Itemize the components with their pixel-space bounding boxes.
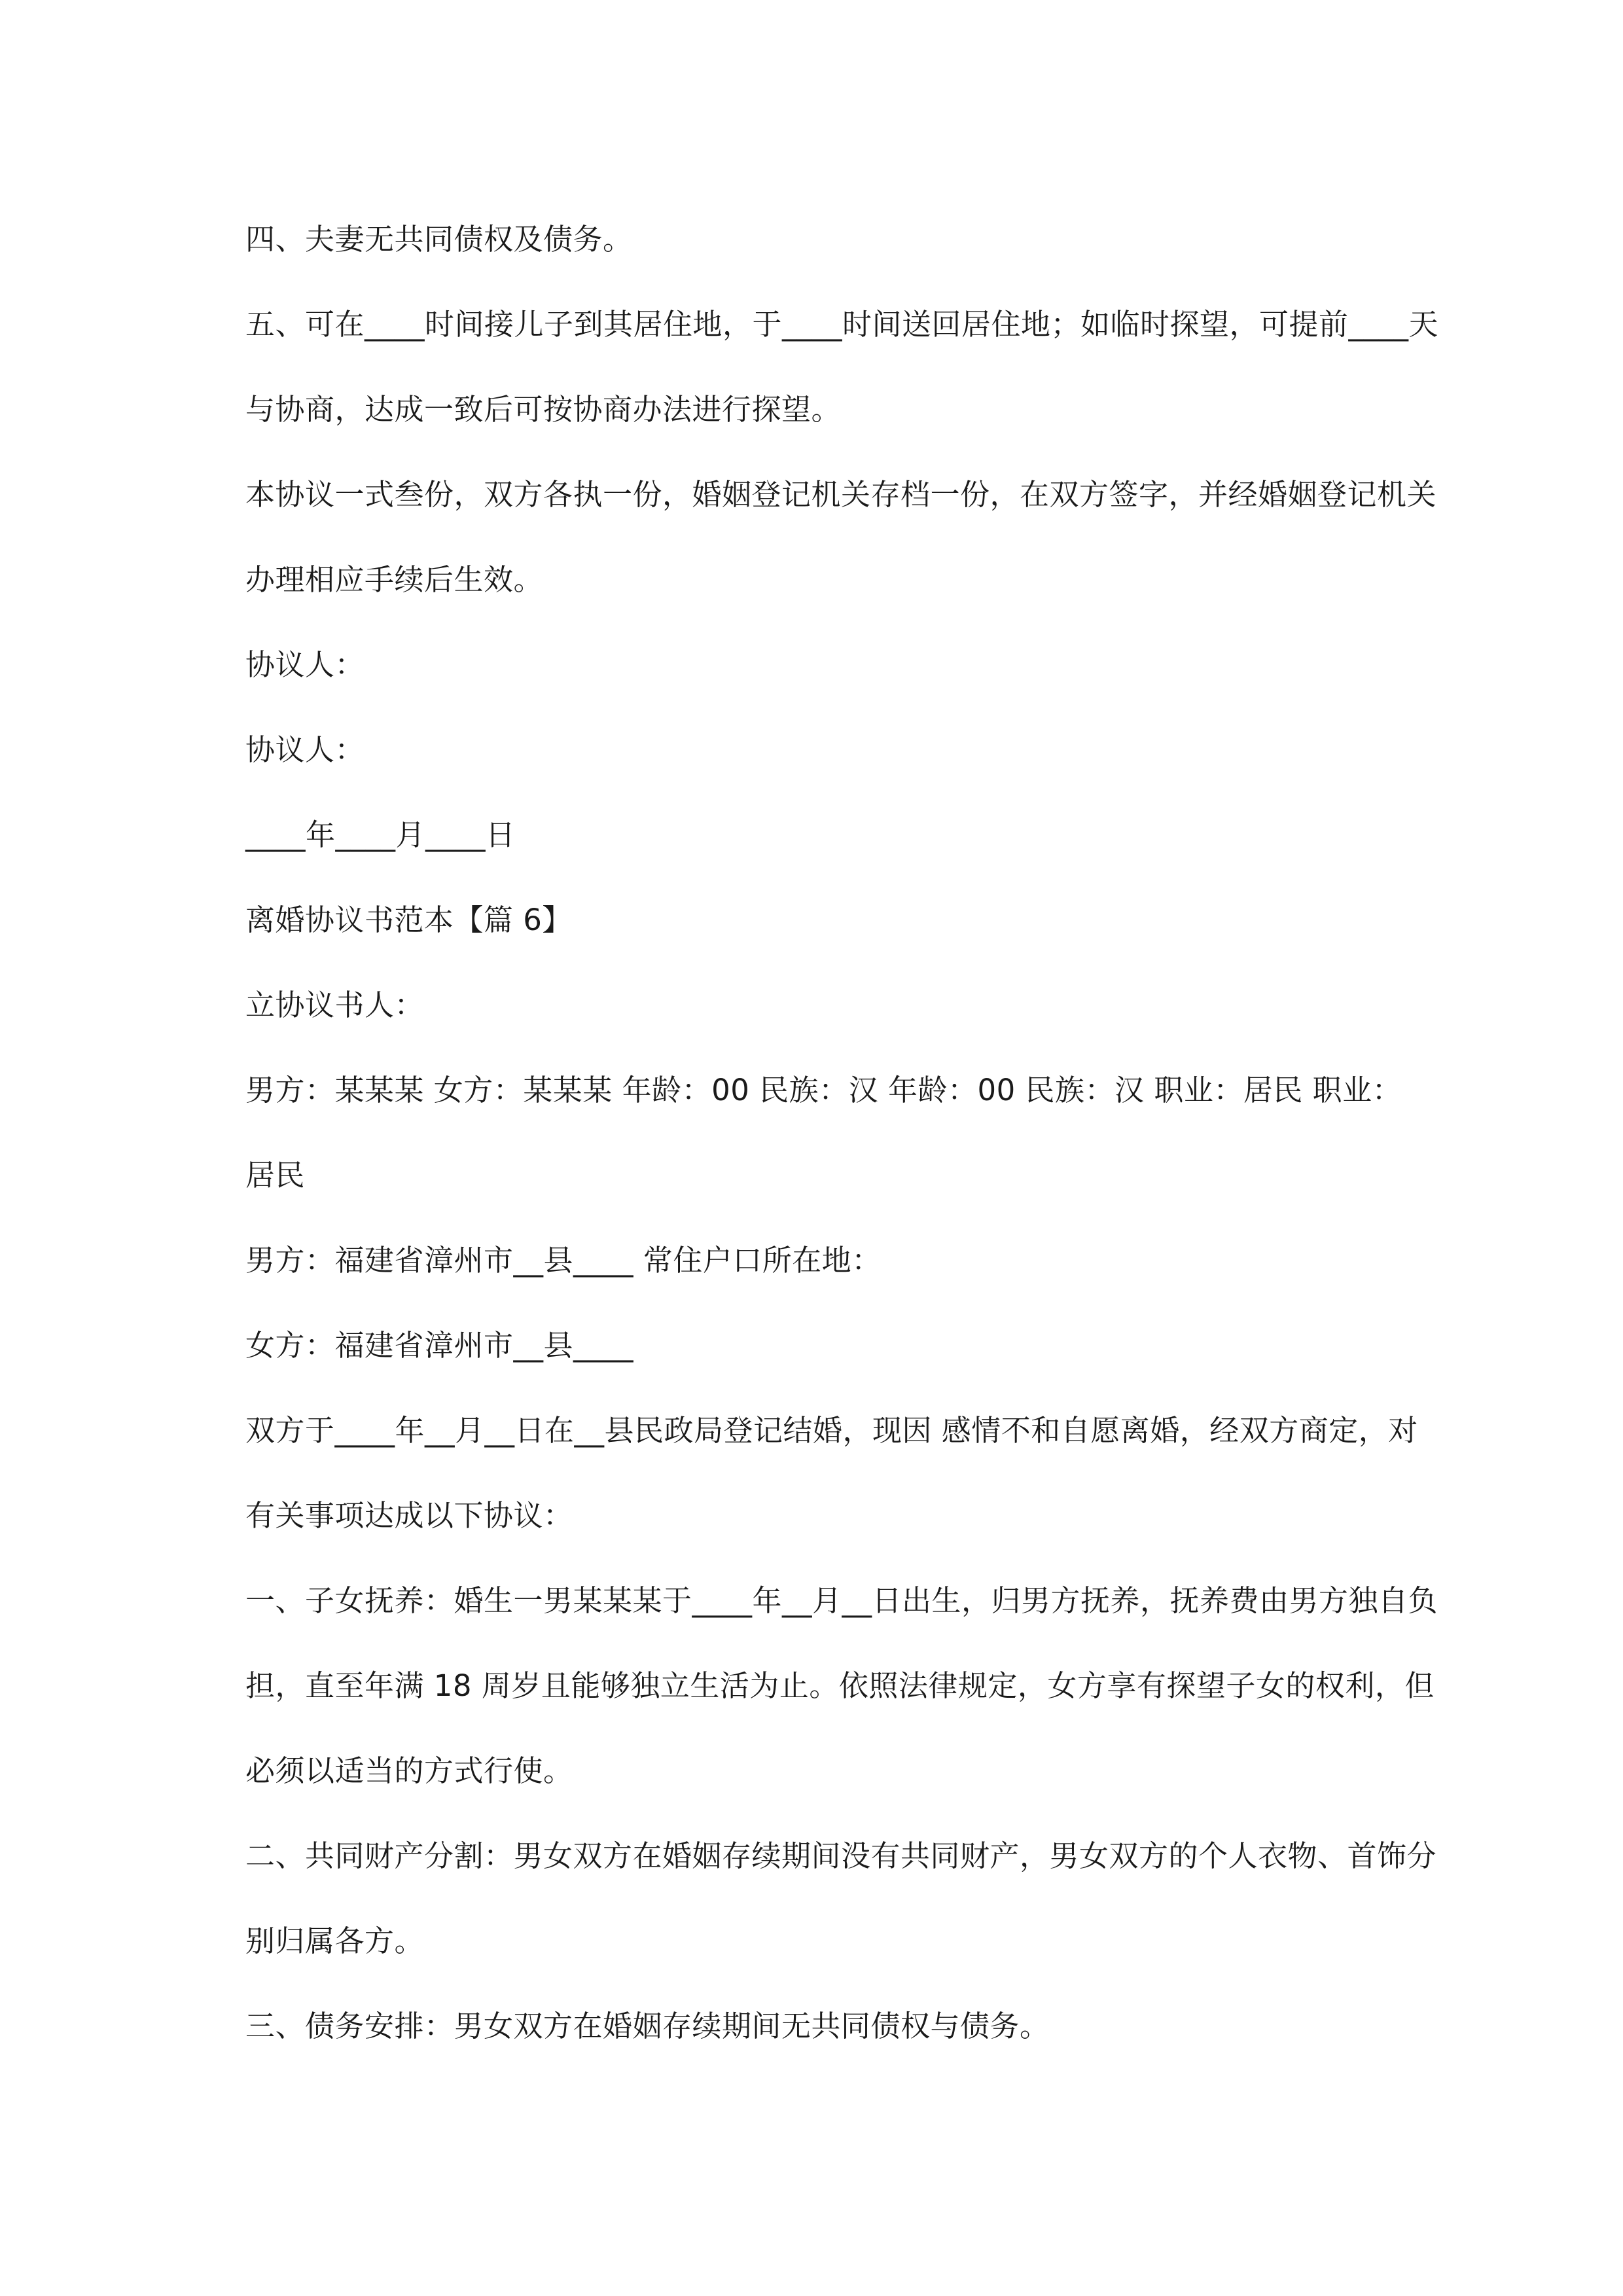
- section-heading: 离婚协议书范本【篇 6】: [245, 903, 572, 937]
- paragraph-line: 担，直至年满 18 周岁且能够独立生活为止。依照法律规定，女方享有探望子女的权利，但: [245, 1668, 1435, 1703]
- signatory-label: 协议人：: [245, 647, 365, 682]
- paragraph-line: 双方于____年__月__日在__县民政局登记结婚，现因 感情不和自愿离婚，经双方商定，对: [245, 1413, 1418, 1448]
- paragraph-line: 二、共同财产分割：男女双方在婚姻存续期间没有共同财产，男女双方的个人衣物、首饰分: [245, 1839, 1437, 1873]
- paragraph-line: 女方：福建省漳州市__县____: [245, 1328, 634, 1363]
- paragraph-line: 五、可在____时间接儿子到其居住地，于____时间送回居住地；如临时探望，可提前____天: [245, 307, 1439, 342]
- paragraph-line: 居民: [245, 1158, 306, 1193]
- paragraph-line: 三、债务安排：男女双方在婚姻存续期间无共同债权与债务。: [245, 2009, 1050, 2043]
- paragraph-line: 四、夫妻无共同债权及债务。: [245, 222, 633, 257]
- paragraph-line: 一、子女抚养：婚生一男某某某于____年__月__日出生，归男方抚养，抚养费由男方独自负: [245, 1583, 1438, 1618]
- paragraph-line: 别归属各方。: [245, 1924, 425, 1958]
- signatory-label: 协议人：: [245, 732, 365, 767]
- paragraph-line: 与协商，达成一致后可按协商办法进行探望。: [245, 392, 842, 427]
- paragraph-line: 有关事项达成以下协议：: [245, 1498, 573, 1533]
- paragraph-line: 办理相应手续后生效。: [245, 562, 544, 597]
- date-line: ____年____月____日: [245, 817, 516, 852]
- paragraph-line: 男方：某某某 女方：某某某 年龄：00 民族：汉 年龄：00 民族：汉 职业：居民 职业：: [245, 1073, 1402, 1107]
- paragraph-line: 立协议书人：: [245, 988, 425, 1022]
- paragraph-line: 必须以适当的方式行使。: [245, 1753, 573, 1788]
- paragraph-line: 男方：福建省漳州市__县____ 常住户口所在地：: [245, 1243, 882, 1278]
- paragraph-line: 本协议一式叁份，双方各执一份，婚姻登记机关存档一份，在双方签字，并经婚姻登记机关: [245, 477, 1437, 512]
